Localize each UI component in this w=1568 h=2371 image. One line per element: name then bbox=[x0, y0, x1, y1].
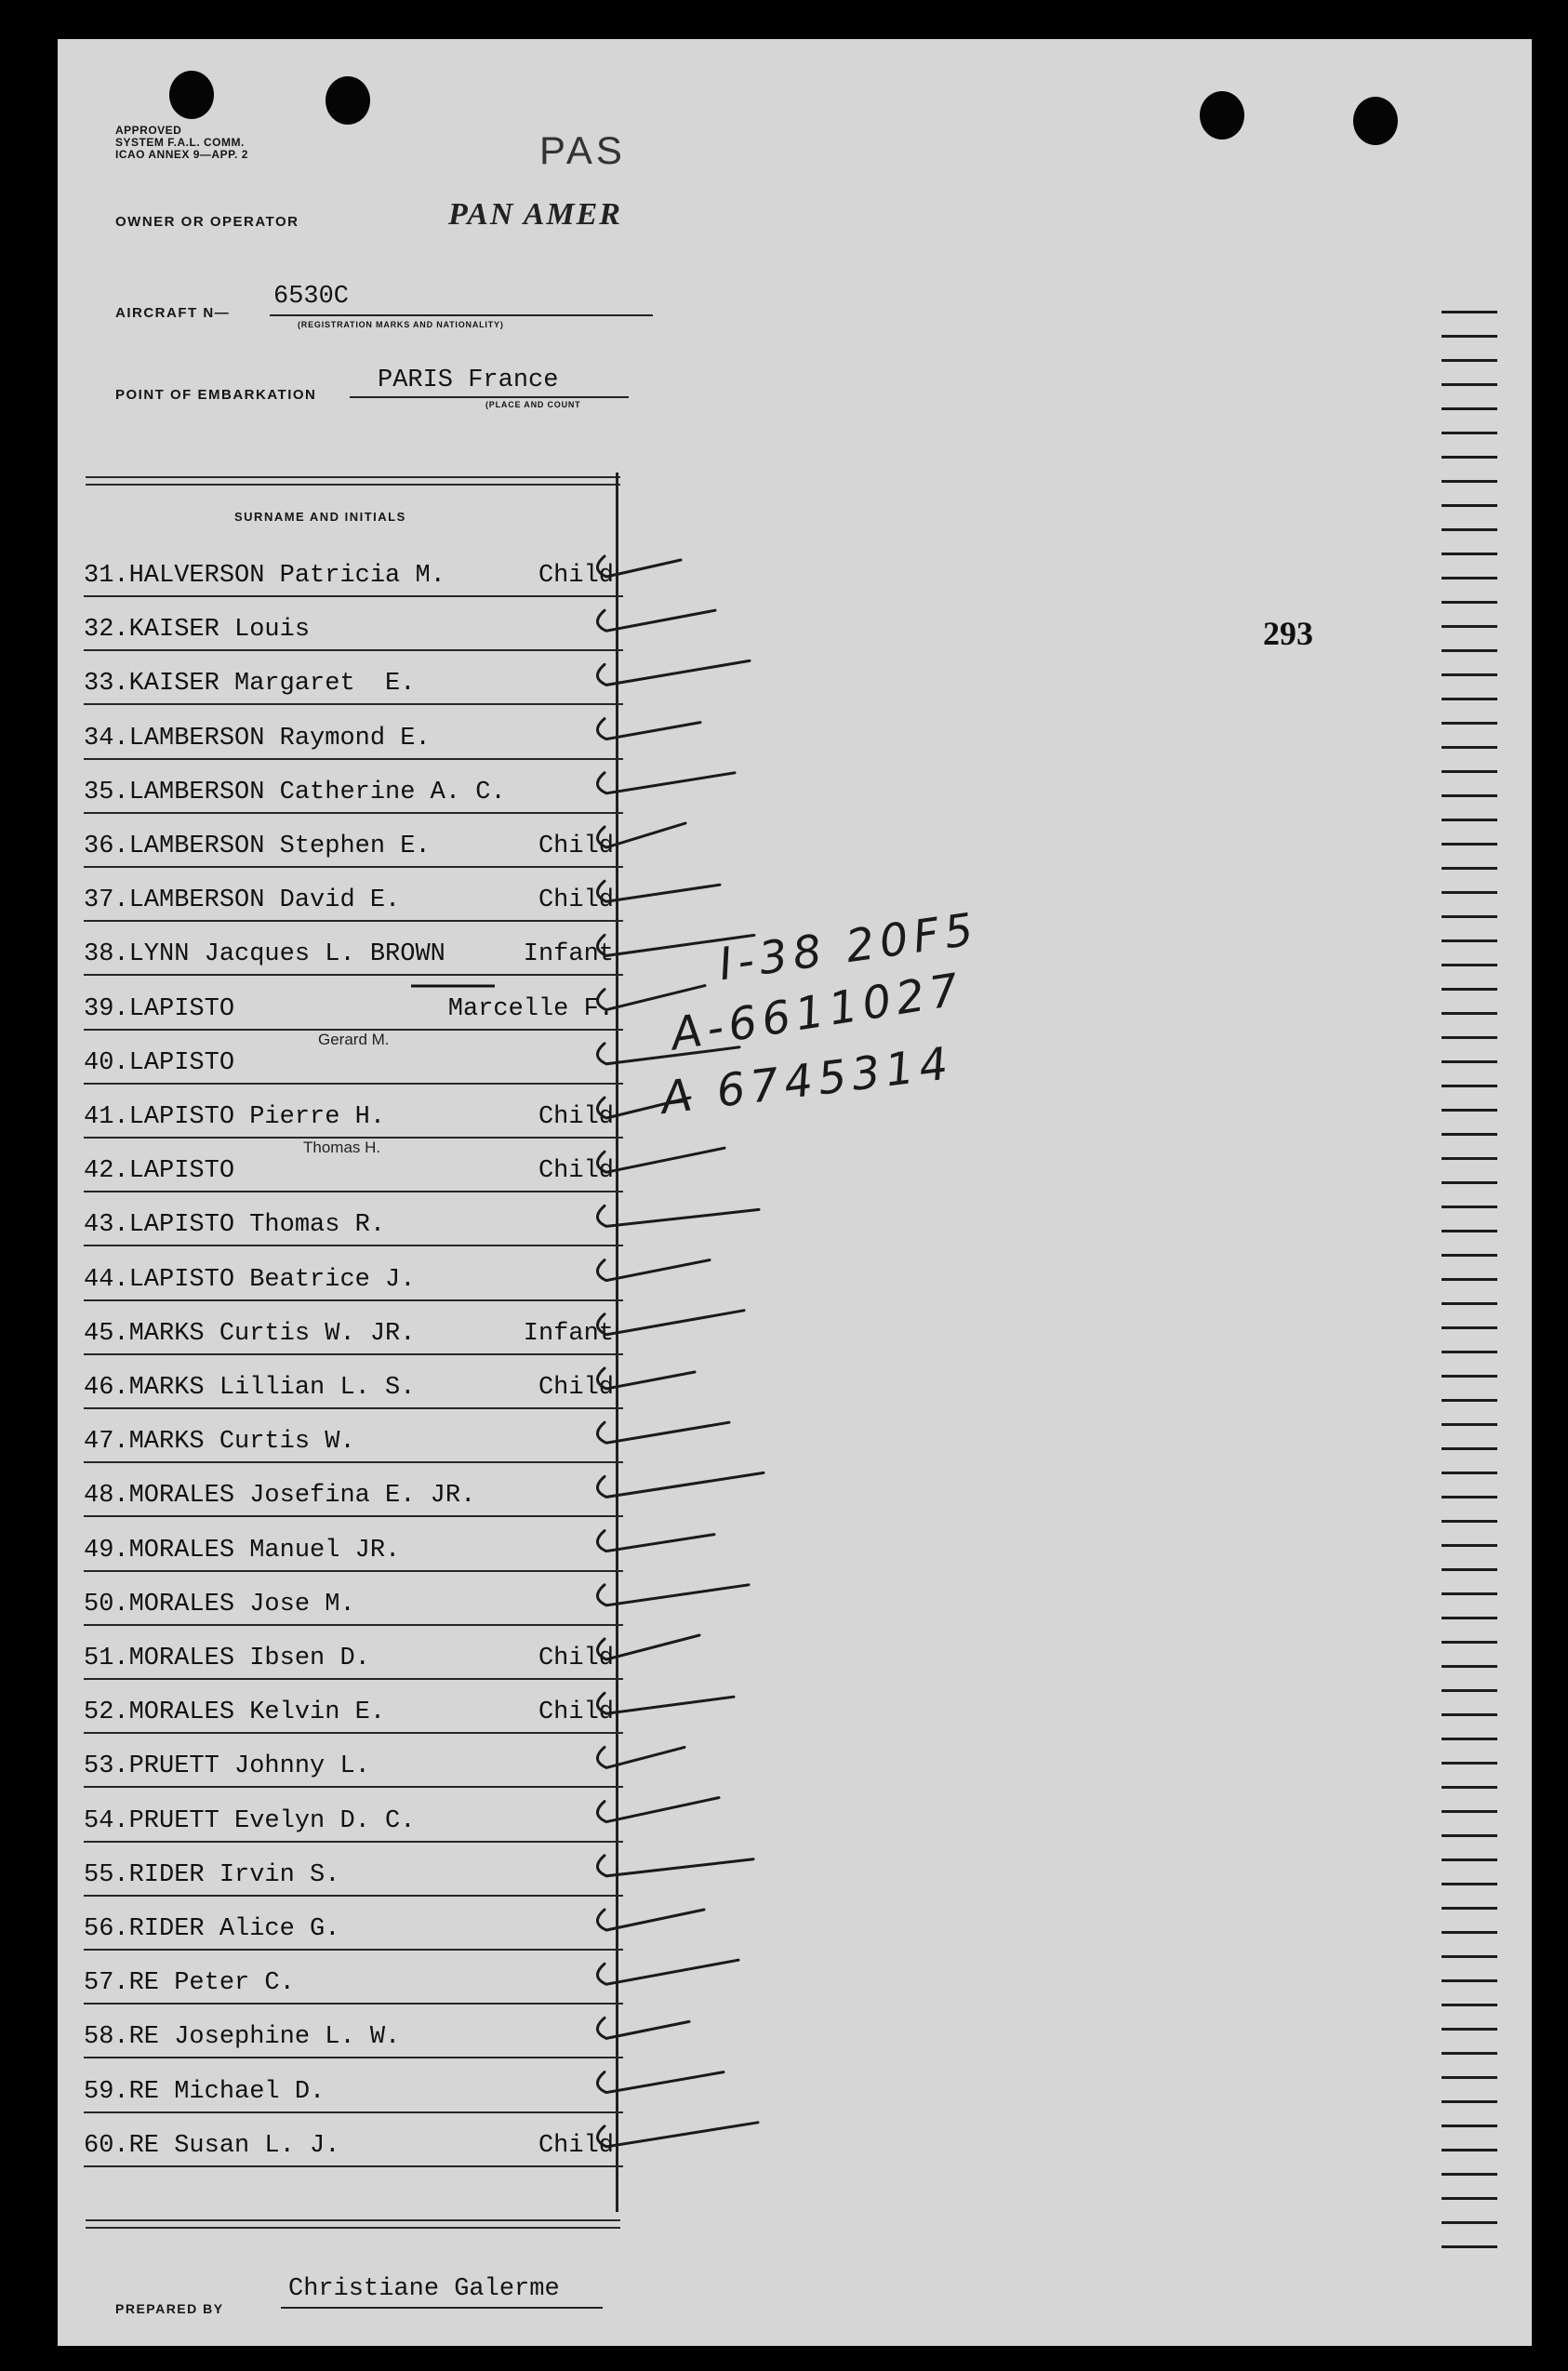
passenger-name-text: MARKS Lillian L. S. bbox=[128, 1374, 416, 1402]
handwritten-note: A 6745314 bbox=[658, 1036, 957, 1126]
registration-caption: (REGISTRATION MARKS AND NATIONALITY) bbox=[298, 320, 504, 329]
form-title: PAS bbox=[539, 128, 626, 172]
aircraft-number: 6530C bbox=[273, 283, 350, 311]
passenger-number: 55. bbox=[84, 1860, 129, 1889]
passenger-number: 53. bbox=[84, 1752, 129, 1781]
prepared-label: PREPARED BY bbox=[115, 2301, 224, 2316]
passenger-number: 43. bbox=[84, 1211, 129, 1240]
passenger-number: 58. bbox=[84, 2023, 129, 2052]
check-mark bbox=[597, 1472, 764, 1497]
check-mark bbox=[597, 610, 715, 631]
passenger-name-text: HALVERSON Patricia M. bbox=[128, 562, 445, 590]
passenger-name-text: LAMBERSON David E. bbox=[128, 886, 401, 915]
check-mark bbox=[597, 1798, 719, 1822]
passenger-name-text: MARKS Curtis W. bbox=[128, 1428, 355, 1457]
check-mark bbox=[597, 660, 750, 685]
passenger-name-text: LYNN Jacques L. BROWN bbox=[128, 940, 445, 969]
passenger-category: Marcelle F. bbox=[447, 994, 614, 1023]
passenger-number: 57. bbox=[84, 1969, 129, 1998]
passenger-category: Child bbox=[538, 1157, 614, 1186]
passenger-category: Infant bbox=[523, 1319, 614, 1348]
passenger-category: Child bbox=[538, 1645, 614, 1672]
passenger-category: Child bbox=[538, 833, 614, 860]
overlay-name: Gerard M. bbox=[318, 1031, 390, 1048]
passenger-category: Child bbox=[538, 886, 614, 915]
check-mark bbox=[597, 1148, 724, 1172]
page-number: 293 bbox=[1263, 615, 1313, 652]
check-mark bbox=[597, 719, 700, 739]
manifest-sheet bbox=[58, 39, 1532, 2346]
check-mark bbox=[597, 1747, 684, 1767]
passenger-name-text: PRUETT Evelyn D. C. bbox=[128, 1806, 416, 1835]
check-mark bbox=[597, 1910, 704, 1930]
passenger-category: Child bbox=[538, 1698, 614, 1727]
passenger-name-text: MORALES Jose M. bbox=[128, 1590, 355, 1618]
passenger-number: 44. bbox=[84, 1265, 129, 1294]
passenger-name-text: PRUETT Johnny L. bbox=[128, 1752, 370, 1781]
passenger-number: 41. bbox=[84, 1103, 129, 1131]
passenger-number: 33. bbox=[84, 670, 129, 699]
aircraft-label: AIRCRAFT N— bbox=[115, 305, 231, 321]
check-mark bbox=[597, 1044, 739, 1064]
check-mark bbox=[597, 2072, 724, 2093]
passenger-number: 47. bbox=[84, 1428, 129, 1457]
check-mark bbox=[597, 2123, 758, 2147]
passenger-category: Child bbox=[538, 562, 614, 590]
passenger-number: 52. bbox=[84, 1698, 129, 1727]
passenger-number: 48. bbox=[84, 1482, 129, 1511]
passenger-name-text: LAPISTO Thomas R. bbox=[128, 1211, 386, 1240]
passenger-number: 34. bbox=[84, 724, 129, 753]
passenger-name-text: LAMBERSON Catherine A. C. bbox=[128, 778, 506, 806]
passenger-name-text: LAMBERSON Stephen E. bbox=[128, 833, 431, 860]
check-mark bbox=[597, 1960, 738, 1984]
passenger-number: 31. bbox=[84, 562, 129, 590]
passenger-number: 46. bbox=[84, 1374, 129, 1402]
owner-label: OWNER OR OPERATOR bbox=[115, 214, 299, 230]
passenger-name-text: RE Josephine L. W. bbox=[128, 2023, 401, 2052]
passenger-number: 42. bbox=[84, 1157, 129, 1186]
passenger-category: Child bbox=[538, 1374, 614, 1402]
check-mark bbox=[597, 2018, 689, 2038]
passenger-name-text: KAISER Margaret E. bbox=[128, 670, 416, 699]
check-mark bbox=[597, 1368, 695, 1389]
passenger-name-text: RE Michael D. bbox=[128, 2077, 326, 2106]
passenger-number: 60. bbox=[84, 2131, 129, 2160]
check-mark bbox=[597, 1531, 714, 1552]
passenger-number: 56. bbox=[84, 1915, 129, 1943]
passenger-name-text: RE Susan L. J. bbox=[128, 2131, 340, 2160]
passenger-number: 36. bbox=[84, 833, 129, 860]
passenger-name-text: MORALES Josefina E. JR. bbox=[128, 1482, 476, 1511]
approval-note: APPROVED SYSTEM F.A.L. COMM. ICAO ANNEX 9—APP. 2 bbox=[115, 124, 248, 161]
check-mark bbox=[597, 823, 685, 847]
passenger-number: 32. bbox=[84, 616, 129, 645]
prepared-by-value: Christiane Galerme bbox=[288, 2275, 560, 2303]
embarkation-label: POINT OF EMBARKATION bbox=[115, 387, 317, 403]
check-mark bbox=[597, 1205, 759, 1226]
handwritten-note: I-38 20F5 bbox=[715, 902, 982, 992]
owner-value: PAN AMER bbox=[448, 197, 622, 232]
check-mark bbox=[597, 881, 720, 901]
passenger-name-text: LAMBERSON Raymond E. bbox=[128, 724, 431, 753]
check-mark bbox=[597, 1635, 699, 1659]
passenger-name-text: RIDER Irvin S. bbox=[128, 1860, 340, 1889]
passenger-name-text: RIDER Alice G. bbox=[128, 1915, 340, 1943]
passenger-name-text: RE Peter C. bbox=[128, 1969, 295, 1998]
passenger-name-text: MORALES Manuel JR. bbox=[128, 1536, 401, 1565]
passenger-number: 35. bbox=[84, 778, 129, 806]
handwritten-note: A-6611027 bbox=[667, 963, 968, 1061]
passenger-number: 37. bbox=[84, 886, 129, 915]
place-caption: (PLACE AND COUNT bbox=[485, 400, 581, 409]
passenger-number: 59. bbox=[84, 2077, 129, 2106]
passenger-name-text: KAISER Louis bbox=[128, 616, 311, 645]
passenger-name-text: MARKS Curtis W. JR. bbox=[128, 1319, 416, 1348]
passenger-category: Infant bbox=[523, 940, 614, 969]
check-mark bbox=[597, 1585, 749, 1605]
passenger-name-text: LAPISTO bbox=[128, 1048, 235, 1077]
check-mark bbox=[597, 556, 681, 577]
check-mark bbox=[597, 1098, 690, 1118]
check-mark bbox=[597, 1693, 734, 1713]
passenger-name-text: LAPISTO bbox=[128, 994, 235, 1023]
check-mark bbox=[597, 1260, 710, 1281]
passenger-number: 39. bbox=[84, 994, 129, 1023]
passenger-name-text: LAPISTO Beatrice J. bbox=[128, 1265, 416, 1294]
passenger-name-text: LAPISTO Pierre H. bbox=[128, 1103, 386, 1131]
passenger-name-text: MORALES Kelvin E. bbox=[128, 1698, 386, 1727]
check-mark bbox=[597, 1856, 753, 1876]
check-mark bbox=[597, 773, 735, 793]
overlay-name: Thomas H. bbox=[303, 1139, 381, 1156]
passenger-number: 50. bbox=[84, 1590, 129, 1618]
passenger-name-text: MORALES Ibsen D. bbox=[128, 1645, 370, 1672]
passenger-name-text: LAPISTO bbox=[128, 1157, 235, 1186]
passenger-number: 49. bbox=[84, 1536, 129, 1565]
passenger-category: Child bbox=[538, 1103, 614, 1131]
passenger-number: 51. bbox=[84, 1645, 129, 1672]
check-mark bbox=[597, 1422, 729, 1443]
check-mark bbox=[597, 1311, 744, 1335]
check-mark bbox=[597, 986, 705, 1010]
passenger-number: 54. bbox=[84, 1806, 129, 1835]
passenger-number: 38. bbox=[84, 940, 129, 969]
passenger-number: 40. bbox=[84, 1048, 129, 1077]
passenger-number: 45. bbox=[84, 1319, 129, 1348]
embarkation-value: PARIS France bbox=[378, 366, 559, 394]
surname-header: SURNAME AND INITIALS bbox=[234, 510, 406, 524]
passenger-category: Child bbox=[538, 2131, 614, 2160]
check-mark bbox=[597, 935, 754, 955]
